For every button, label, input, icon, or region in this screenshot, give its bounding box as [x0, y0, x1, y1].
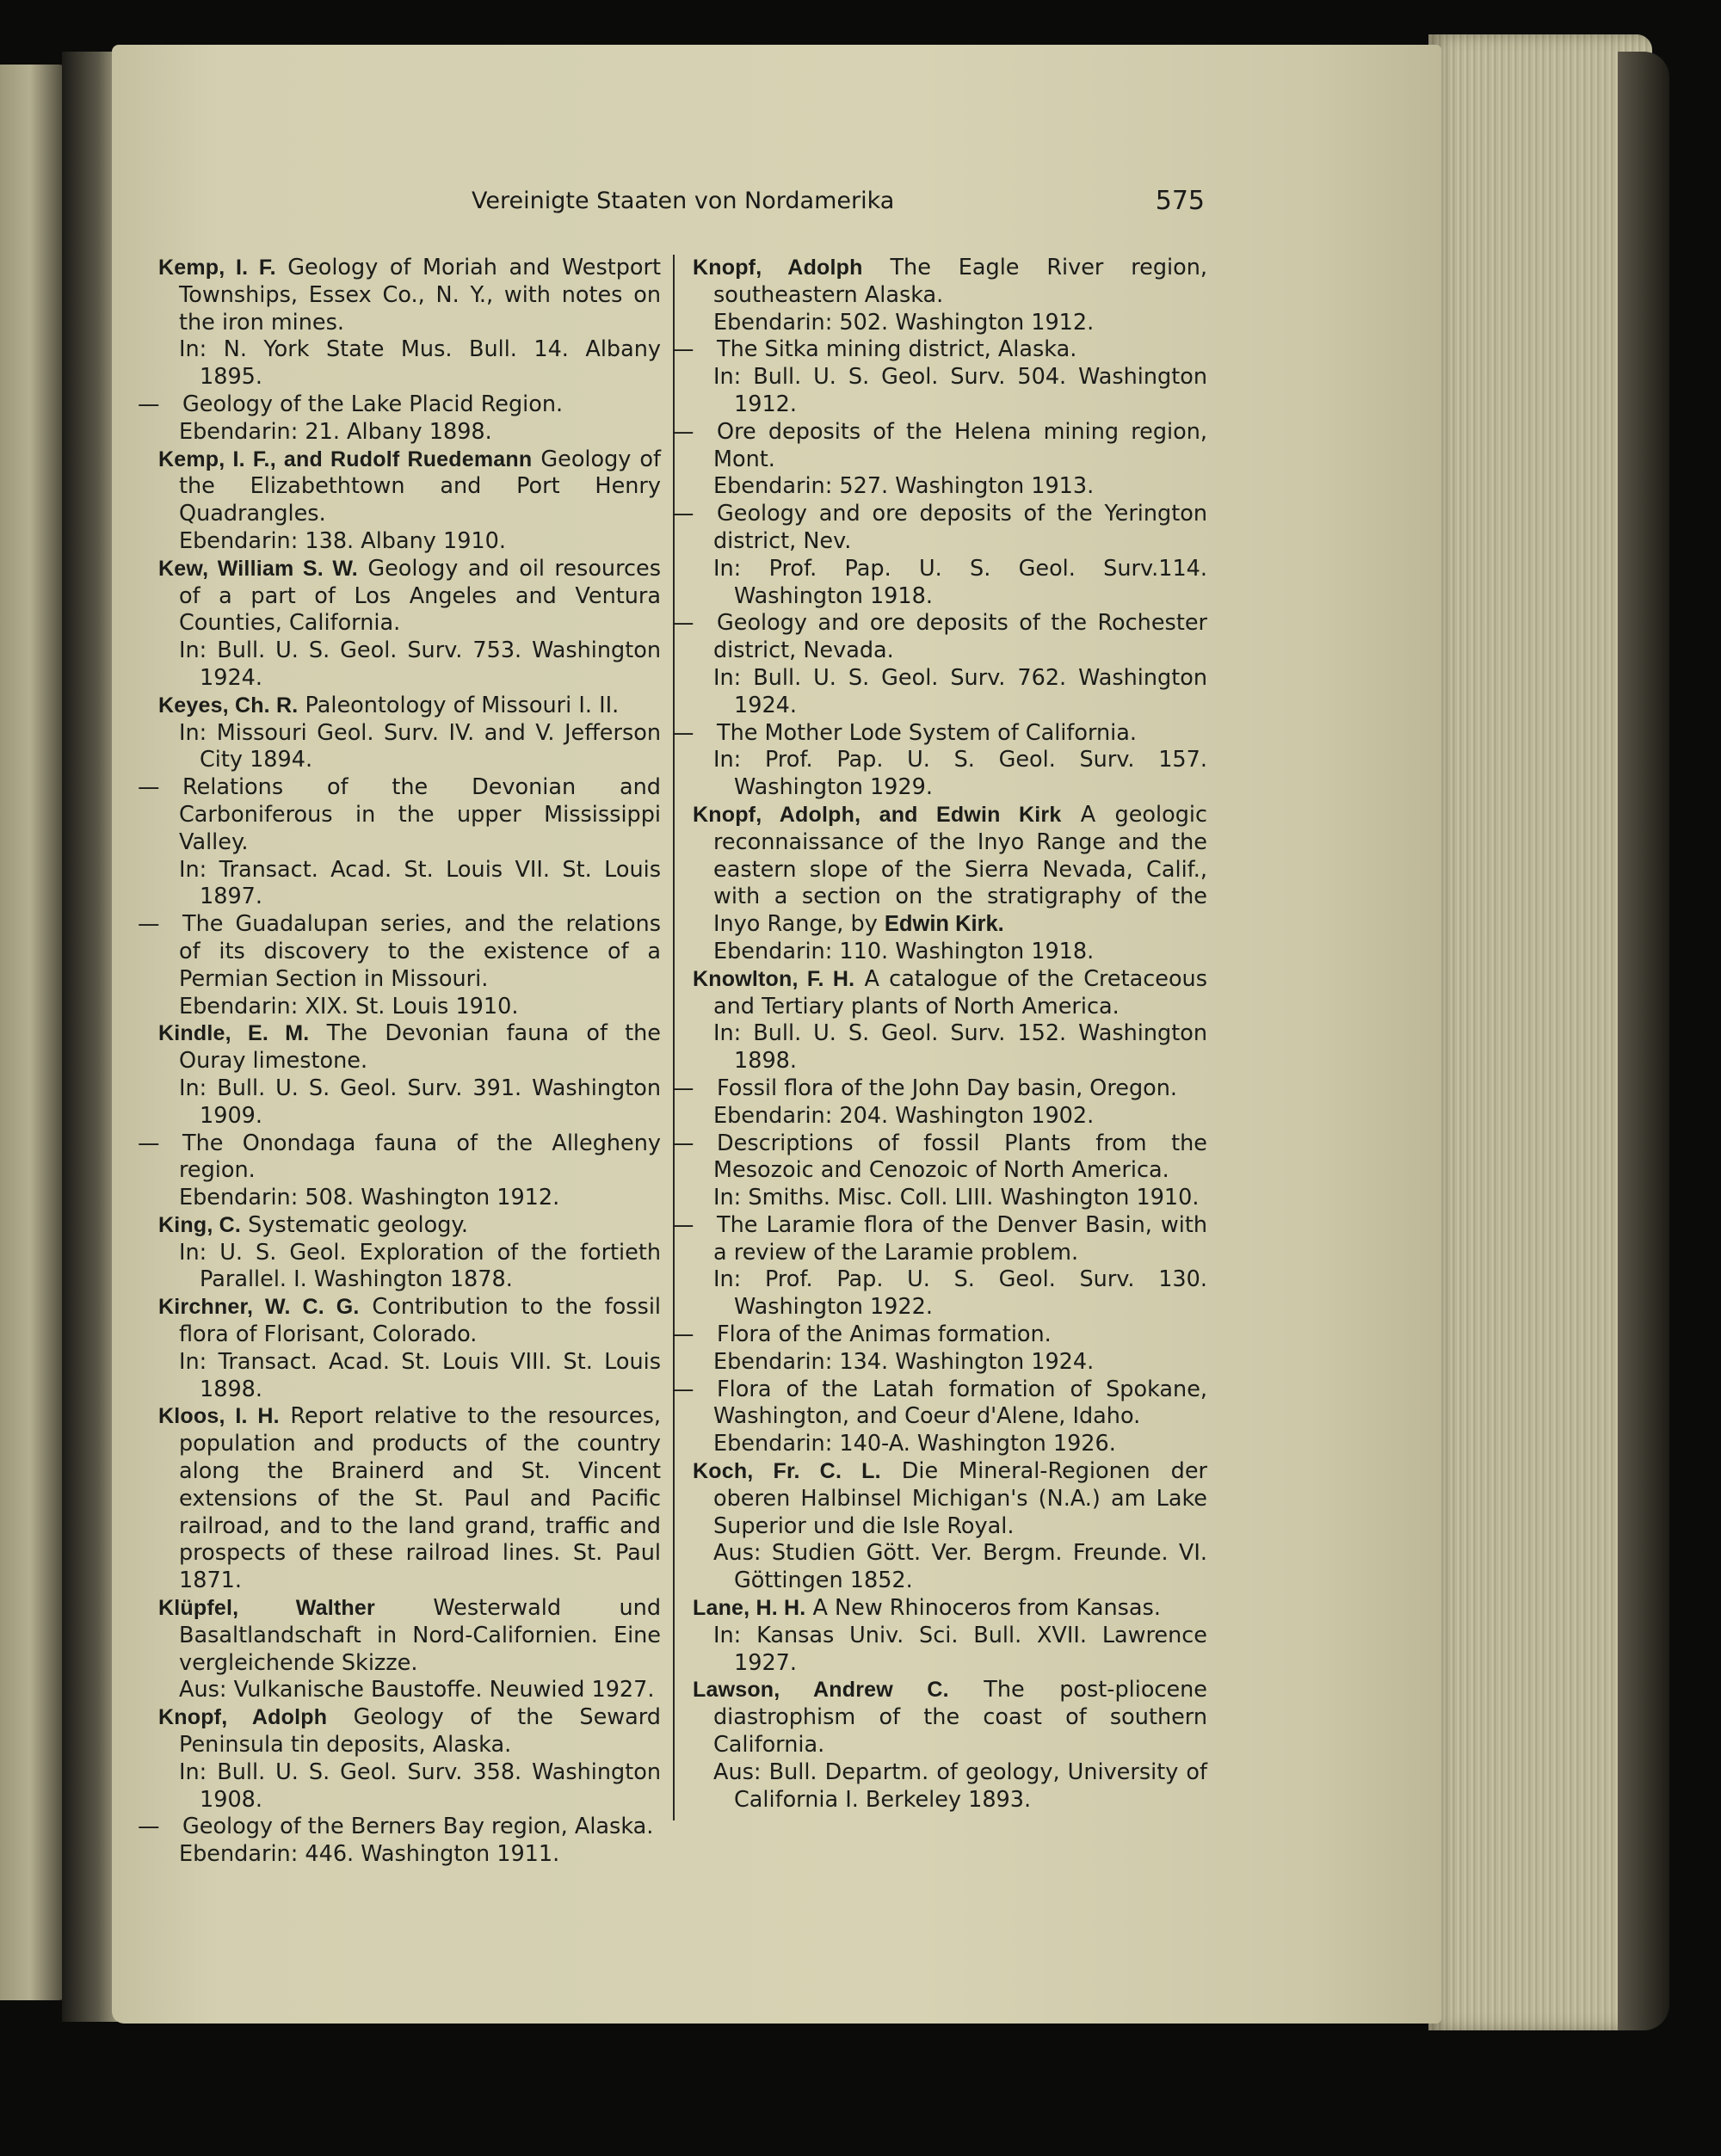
entry-title: The Sitka mining district, Alaska.	[717, 336, 1077, 363]
entry-title-line	[158, 255, 661, 336]
entry-source-line	[693, 1185, 1207, 1212]
entry-title: The Mother Lode System of California.	[717, 719, 1137, 746]
repeat-author-dash: —	[672, 610, 694, 637]
entry-title-line	[693, 255, 1207, 310]
entry-title: Paleontology of Missouri I. II.	[305, 692, 620, 718]
entry-source-line	[693, 1266, 1207, 1321]
bibliography-entry	[158, 1704, 661, 1814]
bibliography-entry	[158, 1595, 661, 1704]
entry-author: Kindle, E. M.	[158, 1021, 310, 1046]
entry-source-line	[158, 994, 661, 1021]
bibliography-entry	[672, 1130, 1207, 1212]
bibliography-entry	[672, 418, 1207, 501]
entry-author: Lane, H. H.	[693, 1596, 806, 1621]
entry-source: Ebendarin: 140-A. Washington 1926.	[713, 1431, 1116, 1457]
entry-title: The Devonian fauna of the Ouray limestone.	[179, 1020, 661, 1075]
entry-author: Lawson, Andrew C.	[693, 1678, 949, 1703]
entry-source: In: Prof. Pap. U. S. Geol. Surv. 130. Washington 1922.	[713, 1266, 1207, 1321]
entry-title-line	[672, 418, 1207, 474]
entry-title: The Onondaga fauna of the Allegheny region.	[179, 1130, 661, 1184]
column-divider	[673, 255, 675, 1820]
entry-title: The Laramie flora of the Denver Basin, with a review of the Laramie problem.	[713, 1211, 1207, 1266]
bibliography-entry	[693, 1458, 1207, 1595]
entry-source-line	[158, 1677, 661, 1704]
entry-title-line	[693, 802, 1207, 939]
entry-title: Die Mineral-Regionen der oberen Halbinsel Michigan's (N.A.) am Lake Superior und die Isle Royal.	[713, 1458, 1207, 1539]
entry-source-line	[693, 665, 1207, 720]
entry-title: A geologic reconnaissance of the Inyo Range and the eastern slope of the Sierra Nevada, Calif., with a section on the stratigraphy of the Inyo Range, by	[713, 801, 1207, 938]
right-column	[672, 255, 1208, 1814]
entry-source: Ebendarin: 204. Washington 1902.	[713, 1102, 1095, 1129]
entry-source: In: Prof. Pap. U. S. Geol. Surv.114. Washington 1918.	[713, 555, 1207, 609]
entry-title: A New Rhinoceros from Kansas.	[812, 1595, 1161, 1622]
entry-title-line	[672, 1321, 1207, 1349]
repeat-author-dash: —	[672, 1376, 694, 1402]
left-column	[138, 255, 662, 1869]
entry-title: The Guadalupan series, and the relations of its discovery to the existence of a Permian Section in Missouri.	[179, 911, 661, 992]
entry-title-line	[693, 966, 1207, 1021]
entry-source-line	[693, 1349, 1207, 1377]
entry-source: In: Bull. U. S. Geol. Surv. 753. Washington 1924.	[179, 638, 661, 691]
entry-title-line	[693, 1677, 1207, 1759]
entry-source-line	[693, 364, 1207, 419]
entry-author: Knopf, Adolph, and Edwin Kirk	[693, 802, 1062, 827]
entry-title: Geology of the Lake Placid Region.	[182, 391, 564, 417]
entry-title: Descriptions of fossil Plants from the Mesozoic and Cenozoic of North America.	[713, 1130, 1207, 1184]
bibliography-entry	[158, 1020, 661, 1130]
entry-source-line	[693, 1431, 1207, 1458]
repeat-author-dash: —	[672, 719, 694, 746]
entry-title-line	[693, 1458, 1207, 1540]
bibliography-entry	[693, 1595, 1207, 1677]
entry-title: Westerwald und Basaltlandschaft in Nord-Californien. Eine vergleichende Skizze.	[179, 1595, 662, 1676]
entry-author: Kew, William S. W.	[158, 556, 358, 581]
entry-title-line	[138, 1814, 661, 1841]
entry-source: In: N. York State Mus. Bull. 14. Albany 1895.	[179, 336, 661, 391]
bibliography-entry	[158, 693, 661, 774]
bibliography-entry	[672, 1376, 1207, 1458]
entry-source: Aus: Vulkanische Baustoffe. Neuwied 1927.	[179, 1677, 655, 1703]
entry-title-line	[138, 774, 661, 856]
entry-title: Relations of the Devonian and Carboniferous in the upper Mississippi Valley.	[179, 774, 661, 855]
bibliography-entry	[138, 1814, 661, 1869]
entry-source: Aus: Bull. Departm. of geology, University of California I. Berkeley 1893.	[713, 1759, 1207, 1813]
entry-title-line	[138, 391, 661, 419]
bibliography-entry	[672, 501, 1207, 610]
entry-source: In: Bull. U. S. Geol. Surv. 358. Washington 1908.	[179, 1759, 661, 1813]
bibliography-entry	[158, 255, 661, 391]
entry-source: In: Bull. U. S. Geol. Surv. 152. Washington 1898.	[713, 1020, 1207, 1075]
entry-source-line	[158, 1841, 661, 1869]
bibliography-entry	[158, 1403, 661, 1595]
bibliography-entry	[138, 1130, 661, 1212]
entry-title-line	[672, 1211, 1207, 1267]
entry-source: Ebendarin: 527. Washington 1913.	[713, 473, 1095, 500]
entry-title-line	[672, 610, 1207, 665]
entry-source-line	[693, 473, 1207, 501]
bibliography-entry	[138, 391, 661, 447]
entry-source-line	[693, 1103, 1207, 1130]
bibliography-entry	[672, 1075, 1207, 1130]
entry-source: In: Bull. U. S. Geol. Surv. 504. Washington 1912.	[713, 364, 1207, 417]
entry-source-line	[158, 1075, 661, 1130]
entry-title: Systematic geology.	[248, 1211, 468, 1238]
entry-title-line	[158, 556, 661, 638]
entry-source: In: Bull. U. S. Geol. Surv. 391. Washington 1909.	[179, 1075, 661, 1129]
bibliography-entry	[693, 966, 1207, 1075]
entry-author: Kloos, I. H.	[158, 1404, 280, 1429]
entry-source-line	[158, 857, 661, 912]
entry-source-line	[693, 1540, 1207, 1595]
entry-title: Geology of the Elizabethtown and Port Henry Quadrangles.	[179, 446, 662, 527]
page-number: 575	[1155, 186, 1205, 216]
entry-title: A catalogue of the Cretaceous and Tertiary plants of North America.	[713, 965, 1207, 1019]
entry-title: Geology and oil resources of a part of Los Angeles and Ventura Counties, California.	[179, 555, 661, 637]
entry-title-line	[138, 1130, 661, 1186]
entry-title-line	[672, 719, 1207, 748]
entry-source: Ebendarin: 134. Washington 1924.	[713, 1348, 1095, 1375]
entry-title-line	[158, 1020, 661, 1075]
bibliography-entry	[693, 255, 1207, 336]
running-head-title: Vereinigte Staaten von Nordamerika	[472, 188, 895, 214]
repeat-author-dash: —	[672, 418, 694, 445]
repeat-author-dash: —	[672, 1211, 694, 1238]
repeat-author-dash: —	[672, 1130, 694, 1156]
bibliography-entry	[158, 1294, 661, 1403]
entry-title-line	[672, 336, 1207, 364]
entry-source: Ebendarin: 508. Washington 1912.	[179, 1185, 560, 1211]
entry-source-line	[693, 310, 1207, 337]
entry-source: Ebendarin: 502. Washington 1912.	[713, 309, 1095, 336]
entry-source-line	[158, 638, 661, 693]
entry-source-line	[158, 528, 661, 556]
bibliography-entry	[138, 911, 661, 1020]
entry-source-line	[693, 1623, 1207, 1678]
entry-title-line	[158, 1403, 661, 1595]
left-page-edge	[0, 65, 69, 2000]
entry-title-line	[672, 501, 1207, 556]
entry-author: Klüpfel, Walther	[158, 1596, 375, 1621]
entry-source: Ebendarin: 110. Washington 1918.	[713, 938, 1095, 964]
bibliography-entry	[672, 1321, 1207, 1377]
bibliography-entry	[693, 1677, 1207, 1814]
entry-title: Geology of the Seward Peninsula tin deposits, Alaska.	[179, 1704, 661, 1759]
entry-title: Flora of the Latah formation of Spokane, Washington, and Coeur d'Alene, Idaho.	[713, 1376, 1207, 1430]
bibliography-entry	[672, 610, 1207, 719]
repeat-author-dash: —	[672, 1321, 694, 1348]
entry-source: Ebendarin: 21. Albany 1898.	[179, 418, 492, 445]
entry-title-line	[158, 447, 661, 528]
entry-source: In: Kansas Univ. Sci. Bull. XVII. Lawrence 1927.	[713, 1622, 1207, 1676]
entry-title-line	[693, 1595, 1207, 1623]
entry-source: Ebendarin: XIX. St. Louis 1910.	[179, 993, 519, 1019]
entry-source-line	[158, 1185, 661, 1212]
entry-source-line	[158, 419, 661, 447]
bibliography-entry	[158, 1212, 661, 1294]
bibliography-entry	[672, 336, 1207, 418]
entry-source-line	[158, 1349, 661, 1404]
entry-title-line	[672, 1376, 1207, 1432]
entry-author: Knopf, Adolph	[693, 256, 863, 280]
entry-title-line	[158, 1294, 661, 1349]
repeat-author-dash: —	[138, 774, 160, 801]
entry-author: Knowlton, F. H.	[693, 966, 855, 991]
entry-source-line	[693, 1759, 1207, 1814]
entry-source: In: Transact. Acad. St. Louis VIII. St. Louis 1898.	[179, 1348, 661, 1402]
repeat-author-dash: —	[138, 1814, 160, 1840]
entry-title: Contribution to the fossil flora of Florisant, Colorado.	[179, 1294, 662, 1348]
entry-title: The Eagle River region, southeastern Alaska.	[713, 255, 1208, 308]
entry-author: Kemp, I. F.	[158, 256, 276, 280]
entry-source: In: Smiths. Misc. Coll. LIII. Washington 1910.	[713, 1185, 1200, 1211]
entry-title-line	[158, 693, 661, 720]
entry-source-line	[158, 336, 661, 391]
entry-author: King, C.	[158, 1212, 242, 1237]
entry-title-line	[158, 1704, 661, 1759]
repeat-author-dash: —	[138, 911, 160, 938]
entry-source-line	[693, 1020, 1207, 1075]
entry-source: In: Prof. Pap. U. S. Geol. Surv. 157. Washington 1929.	[713, 747, 1207, 801]
entry-author: Koch, Fr. C. L.	[693, 1459, 881, 1484]
entry-source: Ebendarin: 446. Washington 1911.	[179, 1841, 560, 1868]
repeat-author-dash: —	[672, 501, 694, 527]
entry-source: In: Missouri Geol. Surv. IV. and V. Jefferson City 1894.	[179, 719, 661, 773]
entry-title: Fossil flora of the John Day basin, Oregon.	[717, 1075, 1178, 1101]
entry-source-line	[158, 720, 661, 775]
entry-author: Kirchner, W. C. G.	[158, 1295, 360, 1320]
entry-title: Geology and ore deposits of the Yerington district, Nev.	[713, 501, 1207, 554]
running-head	[472, 188, 1349, 225]
entry-source: Ebendarin: 138. Albany 1910.	[179, 527, 506, 554]
bibliography-entry	[672, 1211, 1207, 1321]
entry-title: Geology of Moriah and Westport Townships, Essex Co., N. Y., with notes on the iron mines.	[179, 255, 661, 336]
entry-title: Report relative to the resources, population and products of the country along the Brainerd and St. Vincent extensions of the St. Paul and Pacific railroad, and to the land grand, traffic and prospects of these railroad lines. St. Paul 1871.	[179, 1403, 661, 1594]
bibliography-entry	[672, 719, 1207, 802]
entry-author: Keyes, Ch. R.	[158, 693, 299, 718]
entry-author: Knopf, Adolph	[158, 1705, 328, 1730]
entry-title: Flora of the Animas formation.	[717, 1321, 1052, 1348]
entry-title: Geology and ore deposits of the Rochester district, Nevada.	[713, 610, 1207, 664]
entry-title-line	[138, 911, 661, 993]
bibliography-entry	[138, 774, 661, 911]
repeat-author-dash: —	[672, 1075, 694, 1101]
entry-source: In: Bull. U. S. Geol. Surv. 762. Washington 1924.	[713, 664, 1207, 718]
entry-source: In: U. S. Geol. Exploration of the fortieth Parallel. I. Washington 1878.	[179, 1239, 661, 1293]
entry-title: The post-pliocene diastrophism of the coast of southern California.	[713, 1677, 1207, 1759]
entry-title-coauthor: Edwin Kirk.	[884, 912, 1004, 937]
entry-title-line	[672, 1130, 1207, 1186]
entry-source-line	[693, 556, 1207, 611]
repeat-author-dash: —	[138, 1130, 160, 1156]
entry-title-line	[672, 1075, 1207, 1103]
repeat-author-dash: —	[138, 391, 160, 417]
entry-title-line	[158, 1595, 661, 1677]
bibliography-entry	[158, 556, 661, 693]
book-cover-edge	[1618, 52, 1669, 2030]
entry-title: Geology of the Berners Bay region, Alaska.	[182, 1814, 654, 1840]
bibliography-entry	[158, 447, 661, 556]
entry-author: Kemp, I. F., and Rudolf Ruedemann	[158, 447, 533, 471]
entry-title: Ore deposits of the Helena mining region, Mont.	[713, 418, 1207, 472]
entry-source-line	[693, 747, 1207, 802]
entry-source: Aus: Studien Gött. Ver. Bergm. Freunde. VI. Göttingen 1852.	[713, 1540, 1207, 1594]
entry-source-line	[158, 1240, 661, 1295]
entry-source-line	[158, 1759, 661, 1814]
entry-title-line	[158, 1212, 661, 1240]
entry-source: In: Transact. Acad. St. Louis VII. St. Louis 1897.	[179, 856, 661, 910]
repeat-author-dash: —	[672, 336, 694, 363]
bibliography-entry	[693, 802, 1207, 966]
entry-source-line	[693, 939, 1207, 966]
